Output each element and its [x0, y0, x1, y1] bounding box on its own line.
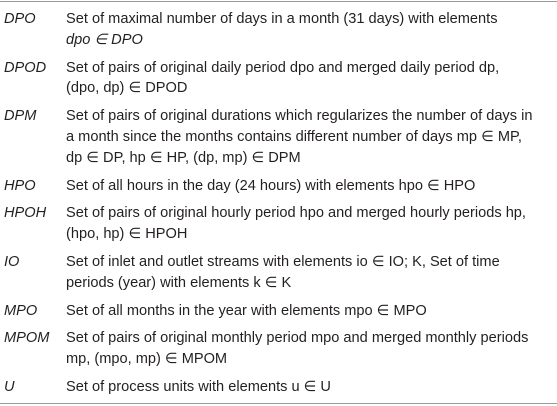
set-symbol: MPO — [4, 302, 38, 319]
set-symbol: IO — [4, 253, 20, 270]
set-description — [66, 324, 557, 373]
description-line: Set of pairs of original durations which regularizes the number of days in — [66, 108, 533, 125]
table-row — [0, 199, 557, 248]
description-line: dp ∈ DP, hp ∈ HP, (dp, mp) ∈ DPM — [66, 149, 301, 166]
table-row — [0, 102, 557, 171]
table-row — [0, 248, 557, 297]
set-description — [66, 373, 557, 401]
set-description — [66, 248, 557, 297]
set-description — [66, 172, 557, 200]
description-line: (dpo, dp) ∈ DPOD — [66, 80, 188, 97]
description-line: a month since the months contains different number of days mp ∈ MP, — [66, 128, 522, 145]
table-row — [0, 297, 557, 325]
description-line: periods (year) with elements k ∈ K — [66, 274, 292, 291]
set-symbol: HPO — [4, 177, 36, 194]
bottom-rule — [0, 403, 557, 404]
sets-table — [0, 3, 557, 401]
set-symbol: DPOD — [4, 59, 47, 76]
description-line: Set of pairs of original hourly period hpo and merged hourly periods hp, — [66, 205, 526, 222]
description-line: Set of pairs of original daily period dpo and merged daily period dp, — [66, 59, 500, 76]
table-row — [0, 3, 557, 54]
set-symbol: U — [4, 378, 15, 395]
description-line: Set of all months in the year with elements mpo ∈ MPO — [66, 302, 427, 319]
description-line: mp, (mpo, mp) ∈ MPOM — [66, 351, 228, 368]
description-line: Set of maximal number of days in a month (31 days) with elements — [66, 11, 498, 27]
set-description — [66, 3, 557, 54]
description-line: Set of process units with elements u ∈ U — [66, 378, 331, 395]
set-description — [66, 102, 557, 171]
set-description — [66, 54, 557, 103]
table-row — [0, 324, 557, 373]
description-line: dpo ∈ DPO — [66, 31, 143, 48]
table-row — [0, 172, 557, 200]
top-rule — [0, 1, 557, 2]
set-description — [66, 297, 557, 325]
description-line: (hpo, hp) ∈ HPOH — [66, 226, 188, 243]
table-row — [0, 373, 557, 401]
table-row — [0, 54, 557, 103]
set-symbol: MPOM — [4, 330, 50, 347]
description-line: Set of pairs of original monthly period mpo and merged monthly periods — [66, 330, 529, 347]
set-symbol: HPOH — [4, 205, 47, 222]
description-line: Set of inlet and outlet streams with elements io ∈ IO; K, Set of time — [66, 253, 500, 270]
set-symbol: DPM — [4, 108, 37, 125]
description-line: Set of all hours in the day (24 hours) with elements hpo ∈ HPO — [66, 177, 476, 194]
set-description — [66, 199, 557, 248]
set-symbol: DPO — [4, 11, 36, 27]
